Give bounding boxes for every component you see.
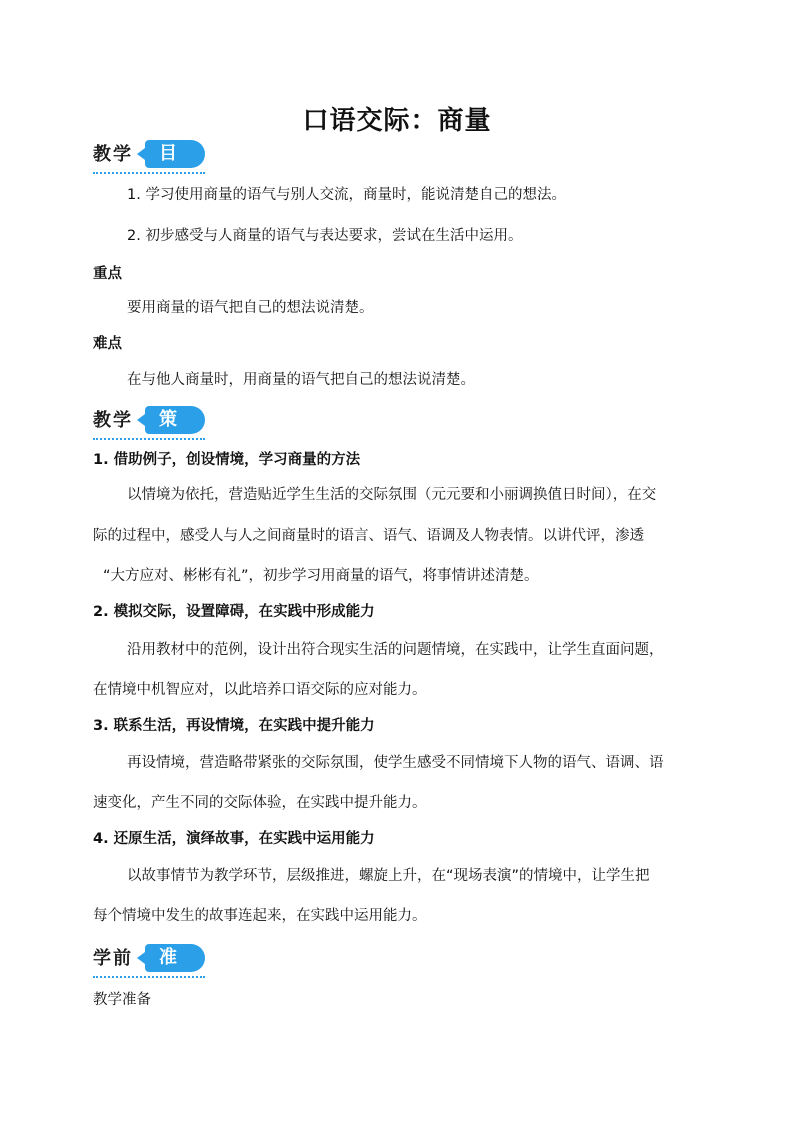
strategy-line: 每个情境中发生的故事连起来，在实践中运用能力。 [93,908,427,924]
goal-item: 2. 初步感受与人商量的语气与表达要求，尝试在生活中运用。 [127,228,523,244]
dotted-divider [93,976,205,978]
strategy-heading: 1. 借助例子，创设情境，学习商量的方法 [93,452,361,468]
prep-text: 教学准备 [93,992,151,1008]
strategy-line: 以情境为依托，营造贴近学生生活的交际氛围（元元要和小丽调换值日时间），在交 [127,487,657,503]
section-header-prep [93,942,205,996]
section-header-tag: 准备 [145,944,205,972]
section-header-tag: 目标 [145,140,205,168]
strategy-heading: 4. 还原生活，演绎故事，在实践中运用能力 [93,831,375,847]
strategy-line: 在情境中机智应对，以此培养口语交际的应对能力。 [93,682,427,698]
strategy-line: “大方应对、彬彬有礼”，初步学习用商量的语气，将事情讲述清楚。 [103,568,539,584]
difficult-point-label: 难点 [93,336,122,352]
key-point-text: 要用商量的语气把自己的想法说清楚。 [127,300,374,316]
strategy-line: 际的过程中，感受人与人之间商量时的语言、语气、语调及人物表情。以讲代评，渗透 [93,528,644,544]
strategy-line: 速变化，产生不同的交际体验，在实践中提升能力。 [93,795,427,811]
difficult-point-text: 在与他人商量时，用商量的语气把自己的想法说清楚。 [127,372,475,388]
section-header-strategy [93,404,205,458]
section-header-dark: 教学 [93,144,133,165]
dotted-divider [93,438,205,440]
dotted-divider [93,172,205,174]
section-header-dark: 学前 [93,948,133,969]
strategy-line: 再设情境，营造略带紧张的交际氛围，使学生感受不同情境下人物的语气、语调、语 [127,755,664,771]
page-title: 口语交际：商量 [302,106,492,136]
strategy-heading: 3. 联系生活，再设情境，在实践中提升能力 [93,718,375,734]
section-header-goals [93,138,205,192]
strategy-heading: 2. 模拟交际，设置障碍，在实践中形成能力 [93,604,375,620]
strategy-line: 沿用教材中的范例，设计出符合现实生活的问题情境，在实践中，让学生直面问题， [127,642,664,658]
section-header-tag: 策略 [145,406,205,434]
key-point-label: 重点 [93,266,122,282]
strategy-line: 以故事情节为教学环节，层级推进，螺旋上升，在“现场表演”的情境中，让学生把 [127,868,650,884]
goal-item: 1. 学习使用商量的语气与别人交流，商量时，能说清楚自己的想法。 [127,187,566,203]
section-header-dark: 教学 [93,410,133,431]
